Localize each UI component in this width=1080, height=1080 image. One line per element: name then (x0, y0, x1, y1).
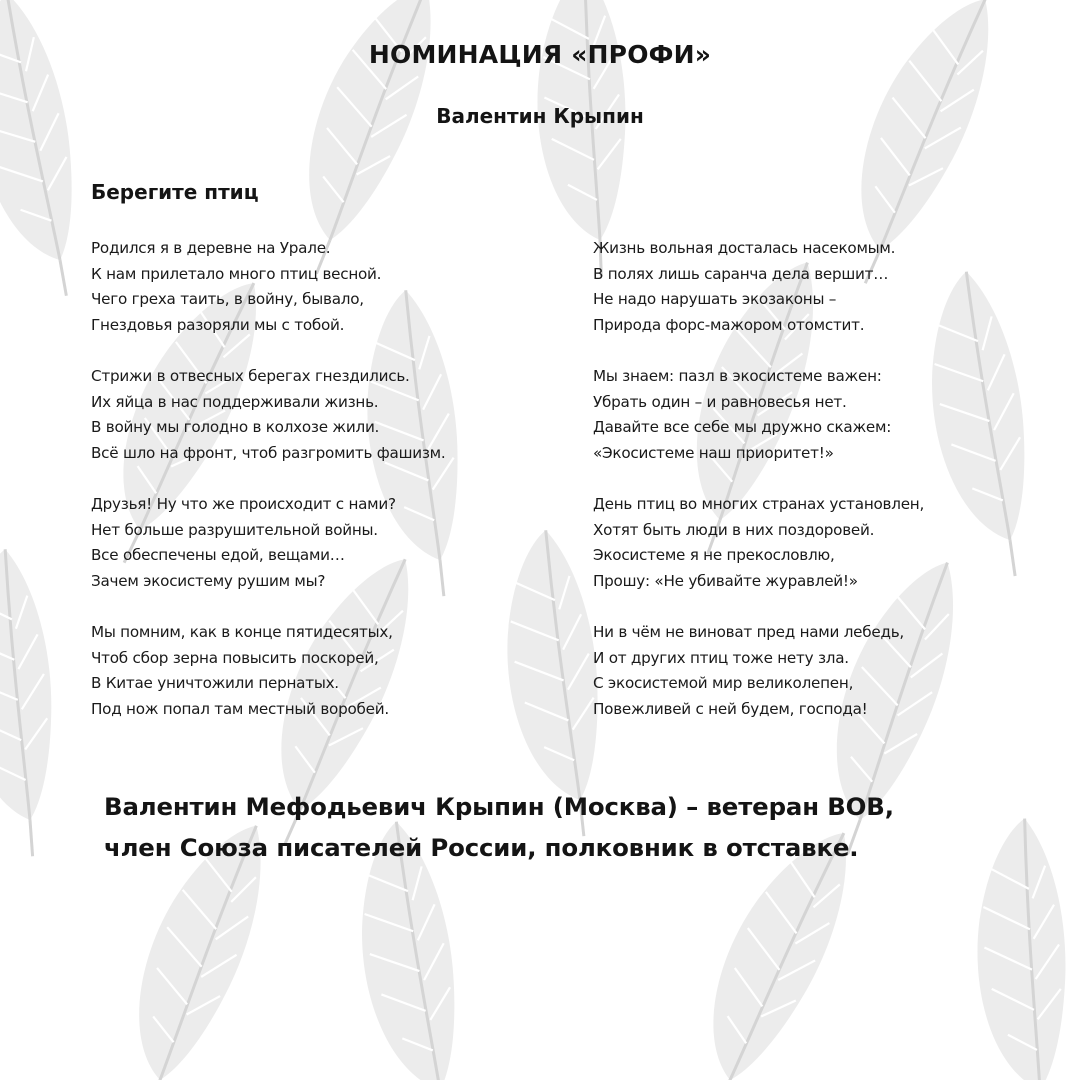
poem-line: Их яйца в нас поддерживали жизнь. (91, 392, 379, 411)
poem-line: В Китае уничтожили пернатых. (91, 674, 339, 693)
stanza (91, 492, 531, 594)
poem-line: Зачем экосистему рушим мы? (91, 571, 326, 590)
poem-line: Жизнь вольная досталась насекомым. (593, 239, 896, 257)
poem-title: Берегите птиц (91, 180, 259, 204)
poem-line: Всё шло на фронт, чтоб разгромить фашизм. (91, 443, 446, 462)
poem-line: Чтоб сбор зерна повысить поскорей, (91, 648, 379, 667)
poem-line: И от других птиц тоже нету зла. (593, 648, 849, 667)
poem-line: Под нож попал там местный воробей. (91, 699, 389, 718)
poem-line: Экосистеме я не прекословлю, (593, 546, 835, 565)
stanza (91, 620, 531, 722)
stanza (593, 492, 1033, 594)
poem-column-right (593, 236, 1033, 748)
author-bio (104, 786, 1034, 868)
stanza (91, 364, 531, 466)
poem-line: Все обеспечены едой, вещами… (91, 546, 345, 565)
stanza (593, 236, 1033, 338)
poem-line: В полях лишь саранча дела вершит… (593, 264, 889, 283)
poem-line: Прошу: «Не убивайте журавлей!» (593, 571, 858, 590)
poem-line: Ни в чём не виноват пред нами лебедь, (593, 622, 905, 641)
poem-line: Мы помним, как в конце пятидесятых, (91, 622, 393, 641)
poem-line: К нам прилетало много птиц весной. (91, 264, 382, 283)
poem-line: Природа форс-мажором отомстит. (593, 315, 865, 334)
poem-line: Хотят быть люди в них поздоровей. (593, 520, 875, 539)
author-name: Валентин Крыпин (436, 104, 644, 128)
poem-line: Давайте все себе мы дружно скажем: (593, 418, 892, 437)
nomination-title: НОМИНАЦИЯ «ПРОФИ» (368, 40, 712, 69)
poem-line: В войну мы голодно в колхозе жили. (91, 418, 380, 437)
poem-line: «Экосистеме наш приоритет!» (593, 443, 834, 462)
poem-line: Родился я в деревне на Урале. (91, 239, 331, 257)
poem-line: Убрать один – и равновесья нет. (593, 392, 847, 411)
poem-line: Не надо нарушать экозаконы – (593, 290, 837, 309)
poem-line: Чего греха таить, в войну, бывало, (91, 290, 364, 309)
poem-line: Повежливей с ней будем, господа! (593, 699, 868, 718)
stanza (593, 620, 1033, 722)
poem-line: Мы знаем: пазл в экосистеме важен: (593, 366, 882, 385)
poem-line: Друзья! Ну что же происходит с нами? (91, 494, 396, 513)
poem-line: Нет больше разрушительной войны. (91, 520, 378, 539)
poem-line: Гнездовья разоряли мы с тобой. (91, 315, 345, 334)
poem-line: Стрижи в отвесных берегах гнездились. (91, 366, 410, 385)
author-bio-line: Валентин Мефодьевич Крыпин (Москва) – ветеран ВОВ, (104, 792, 894, 821)
poem-line: С экосистемой мир великолепен, (593, 674, 854, 693)
stanza (91, 236, 531, 338)
author-bio-line: член Союза писателей России, полковник в отставке. (104, 833, 859, 862)
stanza (593, 364, 1033, 466)
poem-column-left (91, 236, 531, 748)
poem-line: День птиц во многих странах установлен, (593, 494, 925, 513)
